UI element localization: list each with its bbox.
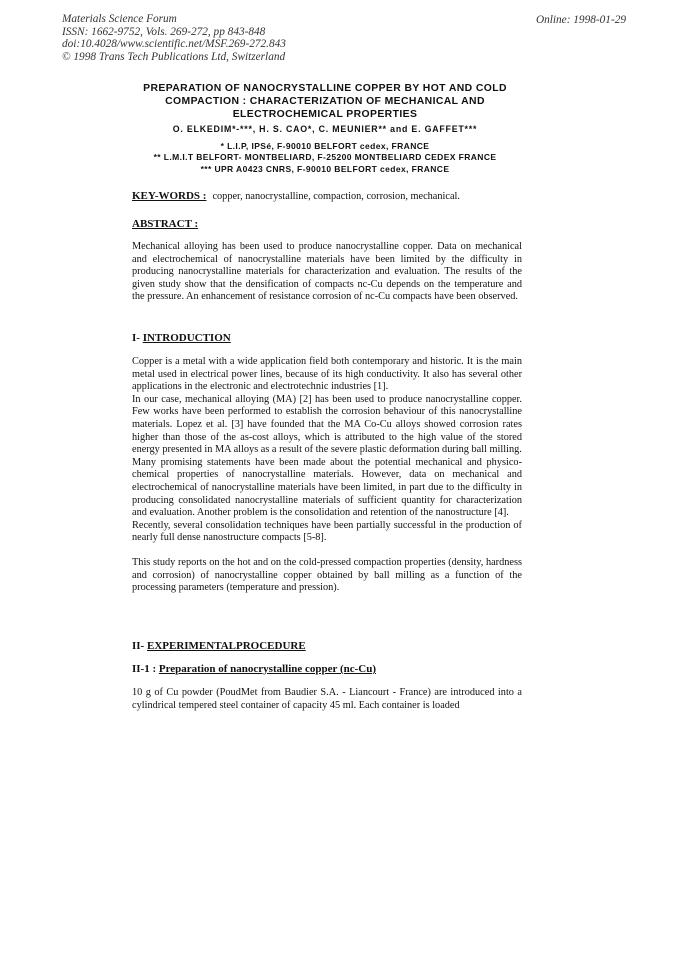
keywords — [132, 190, 522, 204]
paragraph: In our case, mechanical alloying (MA) [2] has been used to produce nanocrystalline copper. Few works have been performed to establish the corrosion behaviour of this nanocrystalline materials. Lopez et al. [3] have founded that the MA Co-Cu alloys showed corrosion rates higher than those of the as-cost alloys, which is attributed to the high value of the stored energy presented in MA alloys as a result of the severe plastic deformation during ball milling. — [132, 393, 522, 456]
paragraph: Copper is a metal with a wide application field both contemporary and historic. It is the main metal used in electrical power lines, because of its high conductivity. It also has several other applications in the electronic and electrotechnic industries [1]. — [132, 356, 522, 393]
abstract-heading: ABSTRACT : — [132, 218, 199, 230]
authors: O. ELKEDIM*-***, H. S. CAO*, C. MEUNIER** and E. GAFFET*** — [172, 124, 478, 134]
section-heading-introduction — [132, 332, 231, 344]
affiliations — [100, 141, 550, 175]
journal-header — [62, 13, 286, 63]
section-heading-experimental — [132, 640, 306, 652]
paragraph: This study reports on the hot and on the cold-pressed compaction properties (density, hardness and corrosion) of nanocrystalline copper obtained by ball milling as a function of the processing parameters (temperature and pression). — [132, 556, 522, 594]
paragraph: Many promising statements have been made about the potential mechanical and physico-chemical properties of nanocrystalline materials. However, data on mechanical and electrochemical of nanocrystalline materials have been limited, in part due to the difficulty in producing consolidated nanocrystalline materials of sufficient quantity for characterization and evaluation. Another problem is the consolidation and retention of the nanostructure [4]. — [132, 456, 522, 519]
section-title: EXPERIMENTALPROCEDURE — [146, 640, 306, 652]
keywords-text: copper, nanocrystalline, compaction, corrosion, mechanical. — [212, 191, 460, 202]
section-number: II- — [132, 640, 145, 652]
title-line: COMPACTION : CHARACTERIZATION OF MECHANICAL AND — [165, 96, 485, 108]
introduction-body — [132, 356, 522, 595]
doi-line: doi:10.4028/www.scientific.net/MSF.269-272.843 — [62, 38, 286, 51]
keywords-label: KEY-WORDS : — [132, 190, 207, 202]
journal-name: Materials Science Forum — [62, 13, 177, 25]
section-title: INTRODUCTION — [142, 332, 231, 344]
paragraph: Mechanical alloying has been used to produce nanocrystalline copper. Data on mechanical and electrochemical of nanocrystalline materials have been limited by the difficulty in producing nanocrystalline materials for characterization and evaluation. The results of the given study show that the densification of compacts nc-Cu depends on the temperature and the pressure. An enhancement of resistance corrosion of nc-Cu compacts have been observed. — [132, 241, 522, 303]
online-date: Online: 1998-01-29 — [535, 14, 626, 26]
subsection-heading — [132, 663, 376, 675]
section-number: I- — [132, 332, 140, 344]
subsection-title: Preparation of nanocrystalline copper (nc-Cu) — [158, 663, 377, 675]
paragraph: Recently, several consolidation techniques have been partially successful in the production of nearly full dense nanostructure compacts [5-8]. — [132, 519, 522, 544]
subsection-body — [132, 687, 522, 712]
paragraph: 10 g of Cu powder (PoudMet from Baudier S.A. - Liancourt - France) are introduced into a cylindrical tempered steel container of capacity 45 ml. Each container is loaded — [132, 687, 522, 711]
paper-title — [100, 82, 550, 122]
title-line: PREPARATION OF NANOCRYSTALLINE COPPER BY HOT AND COLD — [143, 83, 507, 94]
copyright-line: © 1998 Trans Tech Publications Ltd, Switzerland — [62, 50, 286, 63]
abstract-text — [132, 241, 522, 304]
subsection-number: II-1 : — [132, 663, 157, 675]
affiliation: * L.I.P, IPSé, F-90010 BELFORT cedex, FRANCE — [220, 141, 430, 151]
title-line: ELECTROCHEMICAL PROPERTIES — [232, 109, 418, 121]
issn-line: ISSN: 1662-9752, Vols. 269-272, pp 843-848 — [62, 25, 266, 38]
affiliation: *** UPR A0423 CNRS, F-90010 BELFORT cedex, FRANCE — [200, 163, 450, 174]
affiliation: ** L.M.I.T BELFORT- MONTBELIARD, F-25200 MONTBELIARD CEDEX FRANCE — [153, 152, 497, 163]
